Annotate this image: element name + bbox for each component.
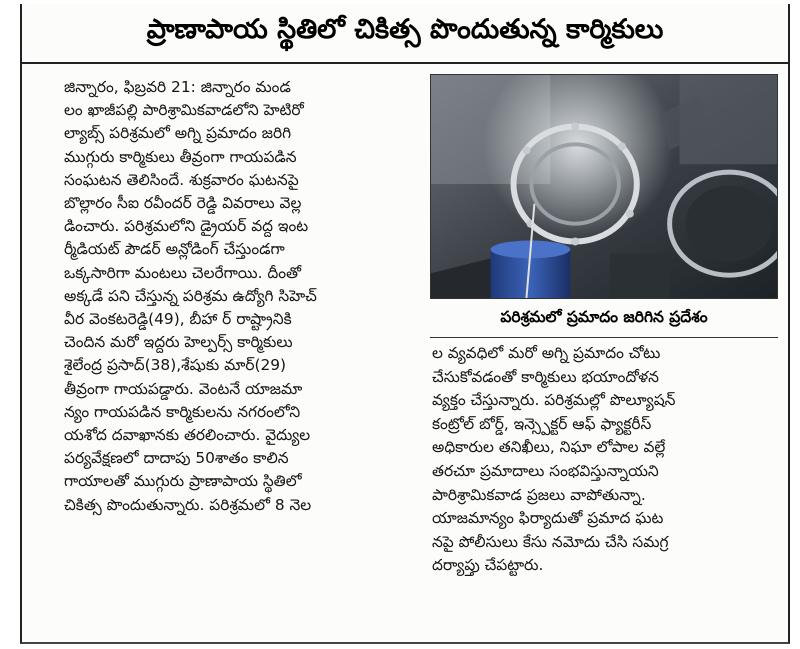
text-line: అక్కడే పని చేస్తున్న పరిశ్రమ ఉద్యోగి సిహెచ్ xyxy=(64,286,317,305)
text-line: పర్యవేక్షణలో దాదాపు 50శాతం కాలిన xyxy=(64,449,289,468)
text-line: లం ఖాజీపల్లి పారిశ్రామికవాడలోని హెటిరో xyxy=(64,101,304,120)
text-line: అధికారుల తనిఖీలు, నిఘా లోపాల వల్లే xyxy=(432,438,666,457)
text-line: యశోద దవాఖానకు తరలించారు. వైద్యుల xyxy=(64,426,311,445)
headline-bar xyxy=(22,4,788,64)
article-body-left-column xyxy=(64,76,416,636)
photo-illustration xyxy=(431,75,777,298)
text-line: ల వ్యవధిలో మరో అగ్ని ప్రమాదం చోటు xyxy=(432,344,661,362)
text-line: వీర వెంకటరెడ్డి(49), బీహా ర్ రాష్ట్రానికి xyxy=(64,310,292,329)
text-line: చెందిన మరో ఇద్దరు హెల్పర్స్ కార్మికులు xyxy=(64,333,293,352)
text-line: జిన్నారం, ఫిబ్రవరి 21: జిన్నారం మండ xyxy=(64,78,291,96)
text-line: చికిత్స పొందుతున్నారు. పరిశ్రమలో 8 నెల xyxy=(64,495,312,514)
text-line: కంట్రోల్ బోర్డ్, ఇన్స్పెక్టర్ ఆఫ్ ఫ్యాక్టరీస్ xyxy=(432,414,652,433)
text-line: దర్యాప్తు చేపట్టారు. xyxy=(432,556,544,575)
text-line: ముగ్గురు కార్మికులు తీవ్రంగా గాయపడిన xyxy=(64,147,297,166)
text-line: వ్యక్తం చేస్తున్నారు. పరిశ్రమల్లో పొల్యూషన్ xyxy=(432,391,676,410)
text-line: ర్మీడియట్ పౌడర్ అన్లోడింగ్ చేస్తుండగా xyxy=(64,240,285,259)
left-column-paragraph xyxy=(64,76,416,517)
text-line: సంఘటన తెలిసిందే. శుక్రవారం ఘటనపై xyxy=(64,170,299,189)
text-line: గాయాలతో ముగ్గురు ప్రాణాపాయ స్థితిలో xyxy=(64,472,302,491)
text-line: డించారు. పరిశ్రమలోని డ్రైయర్ వద్ద ఇంట xyxy=(64,217,309,236)
article-headline: ప్రాణాపాయ స్థితిలో చికిత్స పొందుతున్న కార్మికులు xyxy=(146,14,664,45)
right-column-paragraph xyxy=(432,342,778,578)
text-line: పారిశ్రామికవాడ ప్రజలు వాపోతున్నా. xyxy=(432,485,646,504)
article-body-right-column xyxy=(432,342,778,632)
text-line: ఒక్కసారిగా మంటలు చెలరేగాయి. దీంతో xyxy=(64,263,302,282)
text-line: తరచూ ప్రమాదాలు సంభవిస్తున్నాయని xyxy=(432,461,659,480)
text-line: చేసుకోవడంతో కార్మికులు భయాందోళన xyxy=(432,367,659,386)
factory-fire-damage-photo xyxy=(430,74,778,299)
newspaper-clipping xyxy=(20,4,790,644)
text-line: న్యం గాయపడిన కార్మికులను నగరంలోని xyxy=(64,402,301,421)
text-line: బొల్లారం సీఐ రవీందర్ రెడ్డి వివరాలు వెల్ల xyxy=(64,194,302,213)
photo-caption: పరిశ్రమలో ప్రమాదం జరిగిన ప్రదేశం xyxy=(430,300,778,338)
text-line: శైలేంద్ర ప్రసాద్(38),శేషుకు మార్(29) xyxy=(64,356,287,375)
text-line: యాజమాన్యం ఫిర్యాదుతో ప్రమాద ఘట xyxy=(432,509,664,528)
text-line: నపై పోలీసులు కేసు నమోదు చేసి సమగ్ర xyxy=(432,532,669,551)
text-line: ల్యాబ్స్ పరిశ్రమలో అగ్ని ప్రమాదం జరిగి xyxy=(64,124,292,143)
text-line: తీవ్రంగా గాయపడ్డారు. వెంటనే యాజమా xyxy=(64,379,303,398)
